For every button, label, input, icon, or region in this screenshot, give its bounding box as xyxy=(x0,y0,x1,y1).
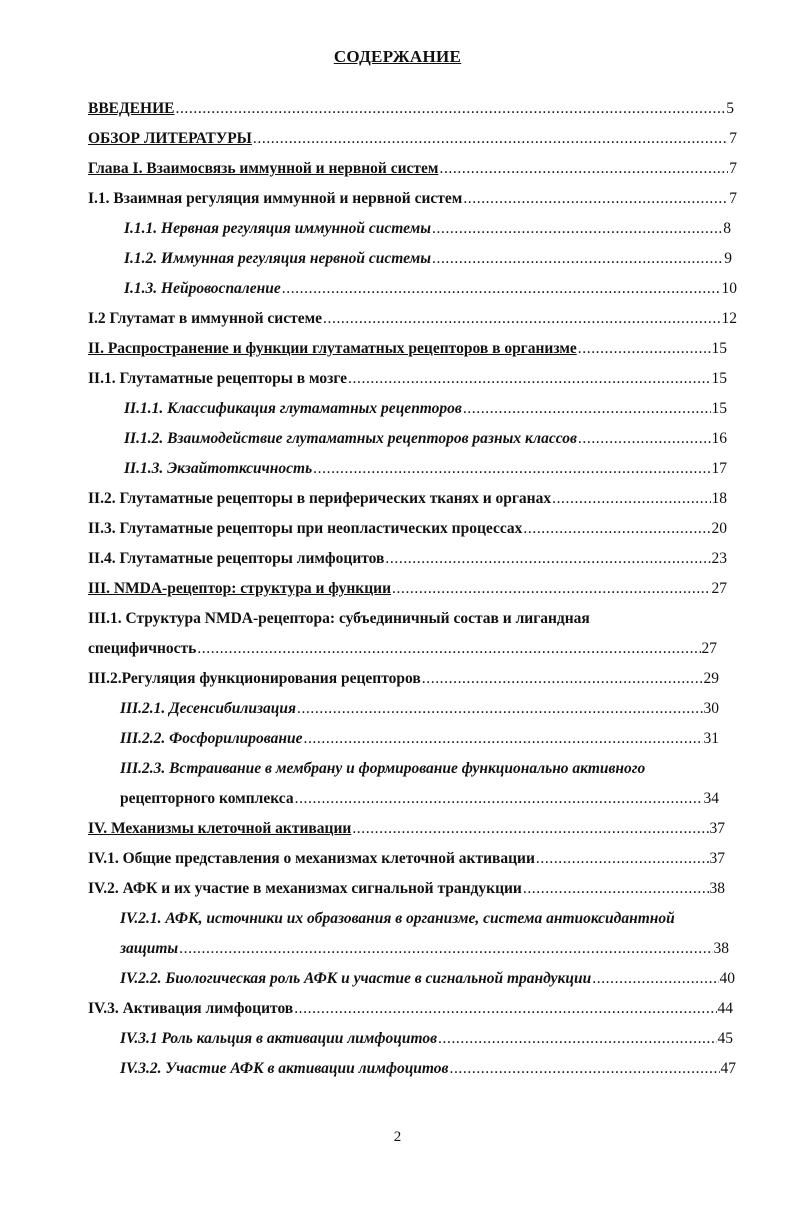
toc-entry-title: IV.3.1 Роль кальция в активации лимфоцитов xyxy=(120,1030,438,1047)
toc-entry[interactable] xyxy=(88,514,727,538)
toc-entry-page: 7 xyxy=(729,160,737,177)
toc-entry-title: IV.3.2. Участие АФК в активации лимфоцитов xyxy=(120,1060,449,1077)
toc-entry-title: I.1. Взаимная регуляция иммунной и нервной систем xyxy=(88,190,463,207)
toc-entry[interactable] xyxy=(88,184,737,208)
toc-entry-title: II.1.1. Классификация глутаматных рецепторов xyxy=(124,400,462,417)
toc-entry-title: защиты xyxy=(120,940,179,957)
toc-entry-line[interactable]: III.1. Структура NMDA-рецептора: субъединичный состав и лигандная xyxy=(88,610,590,627)
toc-entry[interactable] xyxy=(88,154,737,178)
toc-entry-page: 29 xyxy=(703,670,719,687)
leader-dots xyxy=(439,160,728,178)
toc-entry-page: 5 xyxy=(726,100,734,117)
toc-entry-page: 15 xyxy=(711,370,727,387)
toc-entry-page: 30 xyxy=(703,700,719,717)
leader-dots xyxy=(523,880,709,898)
toc-entry-title: III. NMDA-рецептор: структура и функции xyxy=(88,580,392,597)
toc-entry-page: 17 xyxy=(711,460,727,477)
leader-dots xyxy=(385,550,710,568)
toc-entry[interactable] xyxy=(124,214,731,238)
toc-entry-page: 27 xyxy=(701,640,717,657)
leader-dots xyxy=(438,1030,716,1048)
toc-entry-page: 37 xyxy=(709,820,725,837)
toc-entry[interactable] xyxy=(124,424,727,448)
leader-dots xyxy=(313,460,710,478)
toc-entry-page: 15 xyxy=(711,400,727,417)
leader-dots xyxy=(352,820,708,838)
toc-entry-page: 31 xyxy=(703,730,719,747)
toc-entry[interactable] xyxy=(124,274,737,298)
leader-dots xyxy=(463,400,711,418)
leader-dots xyxy=(432,250,723,268)
toc-entry[interactable] xyxy=(120,784,719,808)
page-number: 2 xyxy=(393,1129,402,1145)
toc-entry-page: 7 xyxy=(729,130,737,147)
toc-entry[interactable] xyxy=(120,934,729,958)
toc-entry[interactable] xyxy=(88,544,727,568)
toc-entry-page: 44 xyxy=(717,1000,733,1017)
toc-entry-page: 10 xyxy=(721,280,737,297)
toc-entry[interactable] xyxy=(88,574,727,598)
leader-dots xyxy=(253,130,728,148)
toc-entry[interactable] xyxy=(88,124,737,148)
toc-entry-page: 38 xyxy=(713,940,729,957)
toc-entry-page: 27 xyxy=(711,580,727,597)
leader-dots xyxy=(523,520,710,538)
toc-entry-title: II.1.3. Экзайтотксичность xyxy=(124,460,313,477)
leader-dots xyxy=(297,700,703,718)
toc-entry-title: ОБЗОР ЛИТЕРАТУРЫ xyxy=(88,130,252,147)
toc-entry[interactable] xyxy=(120,724,719,748)
toc-entry[interactable] xyxy=(88,484,727,508)
leader-dots xyxy=(295,790,703,808)
toc-entry-title: III.2.2. Фосфорилирование xyxy=(120,730,303,747)
toc-entry-page: 38 xyxy=(709,880,725,897)
toc-entry-page: 7 xyxy=(729,190,737,207)
toc-entry-title: IV.1. Общие представления о механизмах клеточной активации xyxy=(88,850,535,867)
toc-entry-page: 45 xyxy=(717,1030,733,1047)
leader-dots xyxy=(392,580,710,598)
toc-entry[interactable] xyxy=(124,454,727,478)
toc-entry-line[interactable]: IV.2.1. АФК, источники их образования в организме, система антиоксидантной xyxy=(120,910,675,927)
toc-entry[interactable] xyxy=(120,694,719,718)
toc-entry-title: II.1. Глутаматные рецепторы в мозге xyxy=(88,370,348,387)
toc-entry-title: IV. Механизмы клеточной активации xyxy=(88,820,352,837)
toc-entry[interactable] xyxy=(120,964,735,988)
leader-dots xyxy=(282,280,721,298)
leader-dots xyxy=(323,310,720,328)
toc-entry-title: II. Распространение и функции глутаматных рецепторов в организме xyxy=(88,340,577,357)
toc-entry-page: 40 xyxy=(719,970,735,987)
toc-entry[interactable] xyxy=(88,304,737,328)
toc-entry-page: 9 xyxy=(724,250,732,267)
toc-entry-title: I.1.3. Нейровоспаление xyxy=(124,280,281,297)
leader-dots xyxy=(592,970,718,988)
leader-dots xyxy=(463,190,728,208)
leader-dots xyxy=(303,730,702,748)
toc-entry-line[interactable]: III.2.3. Встраивание в мембрану и формирование функционально активного xyxy=(120,760,646,777)
toc-entry-title: I.1.2. Иммунная регуляция нервной системы xyxy=(124,250,431,267)
toc-entry-title: II.3. Глутаматные рецепторы при неопластических процессах xyxy=(88,520,523,537)
toc-entry-page: 34 xyxy=(703,790,719,807)
leader-dots xyxy=(422,670,703,688)
toc-entry-page: 47 xyxy=(720,1060,736,1077)
leader-dots xyxy=(578,340,711,358)
leader-dots xyxy=(294,1000,716,1018)
toc-entry-page: 23 xyxy=(711,550,727,567)
toc-entry-title: Глава I. Взаимосвязь иммунной и нервной систем xyxy=(88,160,439,177)
toc-entry-title: рецепторного комплекса xyxy=(120,790,294,807)
toc-entry[interactable] xyxy=(88,844,725,868)
leader-dots xyxy=(197,640,700,658)
toc-entry-title: II.1.2. Взаимодействие глутаматных рецепторов разных классов xyxy=(124,430,577,447)
toc-entry-title: IV.2. АФК и их участие в механизмах сигнальной трандукции xyxy=(88,880,522,897)
toc-entry-page: 8 xyxy=(723,220,731,237)
toc-entry-title: III.2.1. Десенсибилизация xyxy=(120,700,296,717)
toc-entry[interactable] xyxy=(120,1054,736,1078)
leader-dots xyxy=(175,100,725,118)
toc-entry-title: II.2. Глутаматные рецепторы в периферических тканях и органах xyxy=(88,490,552,507)
toc-entry[interactable] xyxy=(88,814,725,838)
toc-entry[interactable] xyxy=(124,244,732,268)
toc-entry-page: 16 xyxy=(711,430,727,447)
toc-entry[interactable] xyxy=(88,874,725,898)
toc-entry-title: IV.2.2. Биологическая роль АФК и участие в сигнальной трандукции xyxy=(120,970,592,987)
toc-entry-title: II.4. Глутаматные рецепторы лимфоцитов xyxy=(88,550,385,567)
leader-dots xyxy=(179,940,712,958)
toc-entry-title: ВВЕДЕНИЕ xyxy=(88,100,175,117)
page-title: СОДЕРЖАНИЕ xyxy=(333,47,462,66)
toc-entry-title: специфичность xyxy=(88,640,197,657)
toc-entry[interactable] xyxy=(88,634,717,658)
leader-dots xyxy=(449,1060,719,1078)
leader-dots xyxy=(432,220,722,238)
toc-entry-page: 18 xyxy=(711,490,727,507)
leader-dots xyxy=(578,430,711,448)
toc-entry[interactable] xyxy=(88,364,727,388)
toc-entry[interactable] xyxy=(88,334,727,358)
toc-entry-title: I.2 Глутамат в иммунной системе xyxy=(88,310,323,327)
leader-dots xyxy=(552,490,710,508)
toc-entry-page: 37 xyxy=(709,850,725,867)
toc-entry-page: 20 xyxy=(711,520,727,537)
toc-entry-title: I.1.1. Нервная регуляция иммунной системы xyxy=(124,220,432,237)
toc-entry-page: 12 xyxy=(721,310,737,327)
toc-entry-page: 15 xyxy=(711,340,727,357)
toc-entry[interactable] xyxy=(88,94,734,118)
leader-dots xyxy=(348,370,710,388)
toc-entry-title: III.2.Регуляция функционирования рецепторов xyxy=(88,670,421,687)
toc-entry-title: IV.3. Активация лимфоцитов xyxy=(88,1000,294,1017)
toc-entry[interactable] xyxy=(124,394,727,418)
toc-entry[interactable] xyxy=(120,1024,733,1048)
toc-entry[interactable] xyxy=(88,664,719,688)
toc-entry[interactable] xyxy=(88,994,733,1018)
leader-dots xyxy=(536,850,709,868)
